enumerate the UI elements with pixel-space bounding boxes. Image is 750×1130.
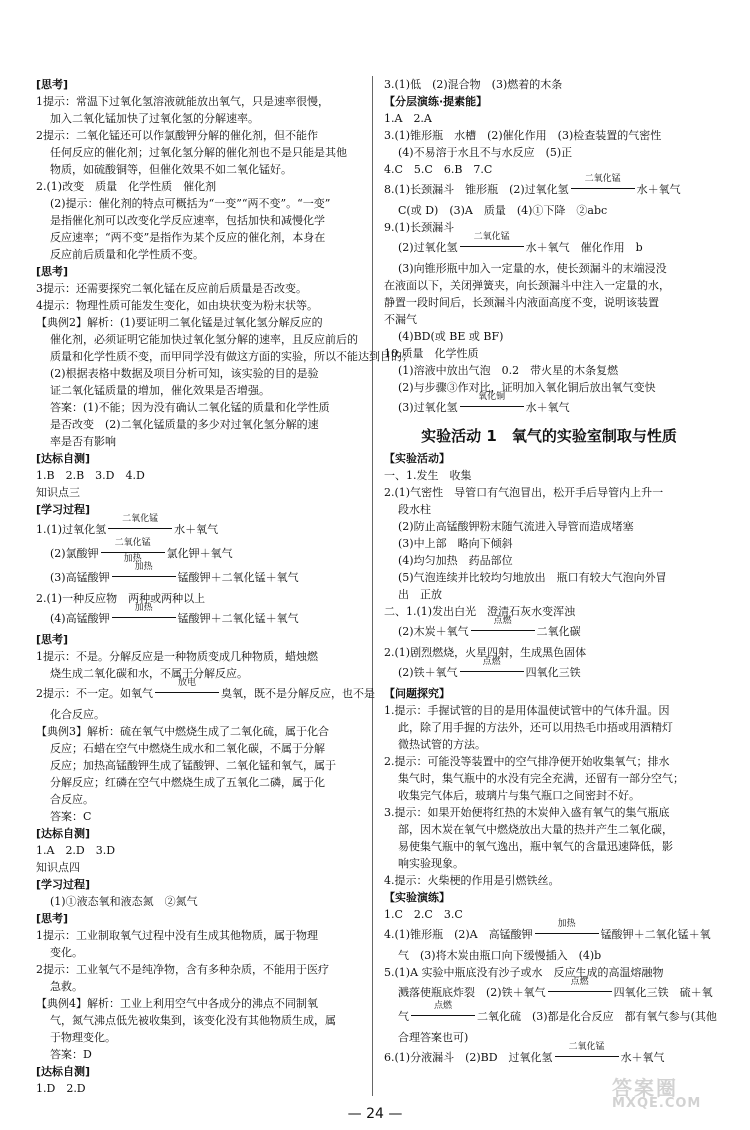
equation-line: 4.(1)锥形瓶 (2)A 高锰酸钾 加热 锰酸钾＋二氧化锰＋氧	[384, 919, 711, 941]
text-line: 微热试管的方法。	[398, 738, 486, 751]
equation-line: 8.(1)长颈漏斗 锥形瓶 (2)过氧化氢 二氧化锰 水＋氧气	[384, 174, 681, 196]
text-line: (3)向锥形瓶中加入一定量的水，使长颈漏斗的末端浸没	[398, 262, 667, 275]
text-line: 反应；石蜡在空气中燃烧生成水和二氧化碳，不属于分解	[50, 742, 325, 755]
section-label: [达标自测]	[36, 452, 91, 465]
text-line: 3.(1)低 (2)混合物 (3)燃着的木条	[384, 78, 563, 91]
section-label: [思考]	[36, 912, 69, 925]
section-label: [思考]	[36, 78, 69, 91]
text-line: 易使集气瓶中的氧气逸出，瓶中氧气的含量迅速降低，影	[398, 840, 673, 853]
text-line: 分解反应；红磷在空气中燃烧生成了五氧化二磷，属于化	[50, 776, 325, 789]
text-line: 于物理变化。	[50, 1031, 116, 1044]
section-label: [思考]	[36, 633, 69, 646]
watermark-url: MXQE.COM	[612, 1096, 702, 1111]
text-line: 2.(1)剧烈燃烧，火星四射，生成黑色固体	[384, 646, 587, 659]
text-line: 答案：D	[50, 1048, 92, 1061]
text-line: (3)中上部 略向下倾斜	[398, 537, 513, 550]
text-line: 1.A 2.D 3.D	[36, 844, 116, 857]
section-label: [学习过程]	[36, 878, 91, 891]
equation-line: (4)高锰酸钾 加热 锰酸钾＋二氧化锰＋氧气	[50, 603, 299, 625]
reaction-arrow: 氧化铜	[460, 399, 524, 413]
equation-line: 溅落使瓶底炸裂 (2)铁＋氧气 点燃 四氧化三铁 硫＋氧	[398, 977, 713, 999]
reaction-arrow: 二氧化锰	[571, 181, 635, 195]
section-label: [达标自测]	[36, 827, 91, 840]
equation-line: (3)高锰酸钾 加热 锰酸钾＋二氧化锰＋氧气	[50, 562, 299, 584]
column-divider	[372, 76, 373, 1096]
text-line: 反应；加热高锰酸钾生成了锰酸钾、二氧化锰和氧气，属于	[50, 759, 336, 772]
text-line: 2提示：二氧化锰还可以作氯酸钾分解的催化剂，但不能作	[36, 129, 318, 142]
text-line: 5.(1)A 实验中瓶底没有沙子或水 反应生成的高温熔融物	[384, 966, 664, 979]
text-line: 1.D 2.D	[36, 1082, 86, 1095]
text-line: 化合反应。	[50, 708, 105, 721]
equation-line: 2提示：不一定。如氧气 放电 臭氧，既不是分解反应，也不是	[36, 678, 375, 700]
equation-line: (3)过氧化氢 氧化铜 水＋氧气	[398, 392, 570, 414]
text-line: 10.质量 化学性质	[384, 347, 479, 360]
right-column	[384, 76, 717, 1070]
text-line: 出 正放	[398, 588, 442, 601]
text-line: 气 (3)将木炭由瓶口向下缓慢插入 (4)b	[398, 949, 602, 962]
text-line: (2)根据表格中数据及项目分析可知，该实验的目的是验	[50, 367, 319, 380]
text-line: 1.B 2.B 3.D 4.D	[36, 469, 145, 482]
text-line: 【典例2】解析：(1)要证明二氧化锰是过氧化氢分解反应的	[36, 316, 323, 329]
section-title: 实验活动 1 氧气的实验室制取与性质	[421, 427, 677, 445]
text-line: 物质，如硫酸铜等，但催化效果不如二氧化锰好。	[50, 163, 292, 176]
page-number: — 24 —	[347, 1106, 403, 1122]
reaction-arrow: 点燃	[460, 664, 524, 678]
text-line: 是指催化剂可以改变化学反应速率，包括加快和减慢化学	[50, 214, 325, 227]
text-line: 知识点三	[36, 486, 80, 499]
text-line: 1.A 2.A	[384, 112, 432, 125]
text-line: 3提示：还需要探究二氧化锰在反应前后质量是否改变。	[36, 282, 307, 295]
text-line: 3.(1)锥形瓶 水槽 (2)催化作用 (3)检查装置的气密性	[384, 129, 662, 142]
text-line: 烧生成二氧化碳和水，不属于分解反应。	[50, 667, 248, 680]
reaction-arrow: 点燃	[471, 623, 535, 637]
text-line: C(或 D) (3)A 质量 (4)①下降 ②abc	[398, 204, 608, 217]
text-line: 4.提示：火柴梗的作用是引燃铁丝。	[384, 874, 560, 887]
text-line: 知识点四	[36, 861, 80, 874]
reaction-arrow: 二氧化锰	[555, 1049, 619, 1063]
text-line: 1提示：不是。分解反应是一种物质变成几种物质，蜡烛燃	[36, 650, 318, 663]
section-label: [达标自测]	[36, 1065, 91, 1078]
text-line: 不漏气	[384, 313, 417, 326]
text-line: 部，因木炭在氧气中燃烧放出大量的热并产生二氧化碳，	[398, 823, 673, 836]
text-line: 加入二氧化锰加快了过氧化氢的分解速率。	[50, 112, 259, 125]
text-line: (4)不易溶于水且不与水反应 (5)正	[398, 146, 573, 159]
text-line: 此，除了用手握的方法外，还可以用热毛巾捂或用酒精灯	[398, 721, 673, 734]
text-line: 反应速率；“两不变”是指作为某个反应的催化剂，本身在	[50, 231, 326, 244]
text-line: 9.(1)长颈漏斗	[384, 221, 455, 234]
watermark-logo	[612, 1076, 738, 1124]
reaction-arrow: 二氧化锰	[108, 521, 172, 535]
text-line: 质量和化学性质不变，而甲同学没有做这方面的实验，所以不能达到目的；	[50, 350, 413, 363]
text-line: 答案：(1)不能；因为没有确认二氧化锰的质量和化学性质	[50, 401, 330, 414]
text-line: 2提示：工业氧气不是纯净物，含有多种杂质，不能用于医疗	[36, 963, 329, 976]
section-label: 【实验演练】	[384, 891, 450, 904]
equation-line: (2)木炭＋氧气 点燃 二氧化碳	[398, 616, 581, 638]
text-line: 率是否有影响	[50, 435, 116, 448]
text-line: 静置一段时间后，长颈漏斗内液面高度不变，说明该装置	[384, 296, 659, 309]
text-line: 二、1.(1)发出白光 澄清石灰水变浑浊	[384, 605, 576, 618]
section-label: [学习过程]	[36, 503, 91, 516]
reaction-arrow: 二氧化锰	[460, 239, 524, 253]
reaction-arrow: 点燃	[548, 984, 612, 998]
text-line: 2.提示：可能没等装置中的空气排净便开始收集氧气；排水	[384, 755, 670, 768]
equation-line: 6.(1)分液漏斗 (2)BD 过氧化氢 二氧化锰 水＋氧气	[384, 1042, 665, 1064]
text-line: (2)防止高锰酸钾粉末随气流进入导管而造成堵塞	[398, 520, 634, 533]
text-line: (4)均匀加热 药品部位	[398, 554, 513, 567]
text-line: 2.(1)气密性 导管口有气泡冒出，松开手后导管内上升一	[384, 486, 664, 499]
text-line: 催化剂，必须证明它能加快过氧化氢分解的速率，且反应前后的	[50, 333, 358, 346]
text-line: 响实验现象。	[398, 857, 464, 870]
text-line: 气，氮气沸点低先被收集到，该变化没有其他物质生成，属	[50, 1014, 336, 1027]
text-line: 1提示：工业制取氧气过程中没有生成其他物质，属于物理	[36, 929, 318, 942]
reaction-arrow: 加热	[112, 610, 176, 624]
text-line: 合反应。	[50, 793, 94, 806]
text-line: (2)提示：催化剂的特点可概括为“一变”“两不变”。“一变”	[50, 197, 331, 210]
text-line: 是否改变 (2)二氧化锰质量的多少对过氧化氢分解的速	[50, 418, 319, 431]
text-line: 4.C 5.C 6.B 7.C	[384, 163, 493, 176]
text-line: 1提示：常温下过氧化氢溶液就能放出氧气，只是速率很慢，	[36, 95, 329, 108]
text-line: 证二氧化锰质量的增加，催化效果是否增强。	[50, 384, 270, 397]
text-line: 变化。	[50, 946, 83, 959]
text-line: 集气时，集气瓶中的水没有完全充满，还留有一部分空气；	[398, 772, 684, 785]
text-line: (1)①液态氧和液态氮 ②氮气	[50, 895, 198, 908]
equation-line: (2)氯酸钾 二氧化锰 加热 氯化钾＋氧气	[50, 538, 233, 564]
section-label: [思考]	[36, 265, 69, 278]
text-line: 一、1.发生 收集	[384, 469, 472, 482]
text-line: 反应前后质量和化学性质不变。	[50, 248, 204, 261]
text-line: 急救。	[50, 980, 83, 993]
reaction-arrow: 放电	[155, 685, 219, 699]
reaction-arrow: 加热	[112, 569, 176, 583]
equation-line: (2)铁＋氧气 点燃 四氧化三铁	[398, 657, 581, 679]
section-label: 【问题探究】	[384, 687, 450, 700]
text-line: 答案：C	[50, 810, 92, 823]
text-line: 1.提示：手握试管的目的是用体温使试管中的气体升温。因	[384, 704, 670, 717]
text-line: 【典例3】解析：硫在氧气中燃烧生成了二氧化硫，属于化合	[36, 725, 329, 738]
text-line: 段水柱	[398, 503, 431, 516]
text-line: (4)BD(或 BE 或 BF)	[398, 330, 504, 343]
watermark-text: 答案圈	[612, 1076, 678, 1100]
text-line: 【典例4】解析：工业上利用空气中各成分的沸点不同制氧	[36, 997, 318, 1010]
section-label: 【实验活动】	[384, 452, 450, 465]
equation-line: (2)过氧化氢 二氧化锰 水＋氧气 催化作用 b	[398, 232, 643, 254]
text-line: (2)与步骤③作对比，证明加入氧化铜后放出氧气变快	[398, 381, 656, 394]
text-line: 合理答案也可)	[398, 1031, 469, 1044]
reaction-arrow: 点燃	[411, 1008, 475, 1022]
text-line: 3.提示：如果开始便将红热的木炭伸入盛有氧气的集气瓶底	[384, 806, 670, 819]
text-line: 收集完气体后，玻璃片与集气瓶口之间密封不好。	[398, 789, 640, 802]
text-line: (5)气泡连续并比较均匀地放出 瓶口有较大气泡向外冒	[398, 571, 667, 584]
text-line: (1)溶液中放出气泡 0.2 带火星的木条复燃	[398, 364, 619, 377]
equation-line: 气 点燃 二氧化硫 (3)都是化合反应 都有氧气参与(其他	[398, 1001, 717, 1023]
text-line: 2.(1)一种反应物 两种或两种以上	[36, 592, 206, 605]
text-line: 1.C 2.C 3.C	[384, 908, 463, 921]
equation-line: 1.(1)过氧化氢 二氧化锰 水＋氧气	[36, 514, 219, 536]
reaction-arrow: 加热	[535, 926, 599, 940]
text-line: 在液面以下，关闭弹簧夹，向长颈漏斗中注入一定量的水，	[384, 279, 670, 292]
text-line: 4提示：物理性质可能发生变化，如由块状变为粉末状等。	[36, 299, 318, 312]
reaction-arrow: 二氧化锰 加热	[101, 545, 165, 559]
section-label: 【分层演练·提素能】	[384, 95, 488, 108]
text-line: 任何反应的催化剂；过氧化氢分解的催化剂也不是只能是其他	[50, 146, 347, 159]
text-line: 2.(1)改变 质量 化学性质 催化剂	[36, 180, 217, 193]
